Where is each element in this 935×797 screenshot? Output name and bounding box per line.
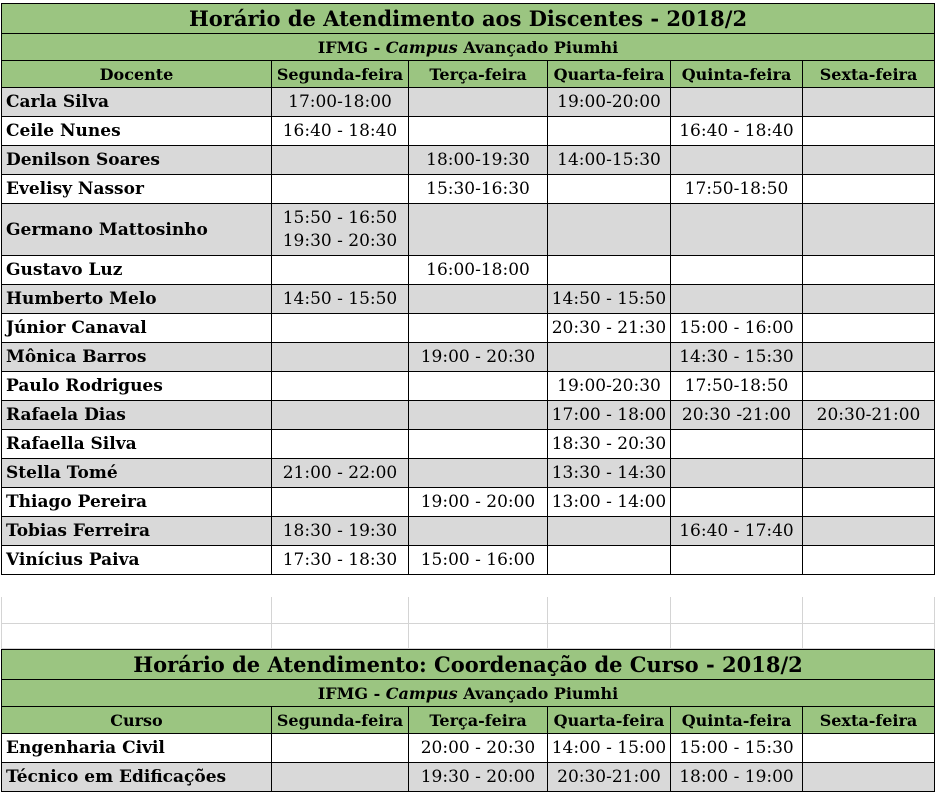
- time-slot-cell: 20:30 -21:00: [671, 401, 803, 430]
- time-slot-cell: [272, 146, 409, 175]
- docentes-header-row: [2, 61, 935, 88]
- row-name-cell: Germano Mattosinho: [2, 204, 272, 256]
- time-slot-cell: 14:00-15:30: [548, 146, 671, 175]
- time-slot-cell: 21:00 - 22:00: [272, 459, 409, 488]
- table-row: [2, 256, 935, 285]
- time-slot-cell: [272, 314, 409, 343]
- time-slot-cell: [409, 372, 548, 401]
- table-row: [2, 146, 935, 175]
- table-row: [2, 734, 935, 763]
- time-slot-cell: 14:00 - 15:00: [548, 734, 671, 763]
- time-slot-cell: [272, 763, 409, 792]
- row-name-cell: Vinícius Paiva: [2, 546, 272, 575]
- time-slot-cell: 15:30-16:30: [409, 175, 548, 204]
- column-header: Terça-feira: [409, 707, 548, 734]
- time-slot-cell: [803, 430, 935, 459]
- column-header: Quarta-feira: [548, 61, 671, 88]
- time-slot-cell: [803, 763, 935, 792]
- time-slot-cell: 18:00-19:30: [409, 146, 548, 175]
- time-slot-cell: [803, 88, 935, 117]
- empty-cell: [671, 597, 803, 624]
- time-slot-cell: [548, 204, 671, 256]
- time-slot-cell: 15:00 - 15:30: [671, 734, 803, 763]
- time-slot-line: 19:30 - 20:30: [282, 230, 398, 251]
- time-slot-cell: [803, 372, 935, 401]
- empty-cell: [548, 624, 671, 649]
- empty-cell: [409, 597, 548, 624]
- time-slot-cell: 18:30 - 20:30: [548, 430, 671, 459]
- column-header: Docente: [2, 61, 272, 88]
- table-row: [2, 459, 935, 488]
- table-row: [2, 488, 935, 517]
- time-slot-cell: [671, 204, 803, 256]
- time-slot-cell: 17:00 - 18:00: [548, 401, 671, 430]
- table-row: [2, 204, 935, 256]
- time-slot-cell: [409, 285, 548, 314]
- docentes-schedule-table: [1, 3, 935, 575]
- coordenacao-table-subtitle: IFMG - Campus Avançado Piumhi: [2, 680, 935, 707]
- time-slot-cell: [548, 343, 671, 372]
- time-slot-cell: [272, 734, 409, 763]
- time-slot-cell: 19:00-20:00: [548, 88, 671, 117]
- table-row: [2, 88, 935, 117]
- row-name-cell: Rafaela Dias: [2, 401, 272, 430]
- time-slot-cell: [272, 256, 409, 285]
- time-slot-cell: [803, 734, 935, 763]
- time-slot-cell: 17:30 - 18:30: [272, 546, 409, 575]
- time-slot-cell: 19:00-20:30: [548, 372, 671, 401]
- time-slot-cell: 16:00-18:00: [409, 256, 548, 285]
- row-name-cell: Ceile Nunes: [2, 117, 272, 146]
- table-row: [2, 285, 935, 314]
- time-slot-cell: [409, 314, 548, 343]
- empty-cell: [272, 624, 409, 649]
- table-row: [2, 517, 935, 546]
- empty-spacer-rows: [1, 597, 935, 649]
- time-slot-cell: [409, 430, 548, 459]
- time-slot-cell: [671, 285, 803, 314]
- time-slot-cell: 18:30 - 19:30: [272, 517, 409, 546]
- time-slot-cell: [803, 256, 935, 285]
- time-slot-cell: [803, 146, 935, 175]
- time-slot-cell: 14:50 - 15:50: [272, 285, 409, 314]
- table-row: [2, 546, 935, 575]
- time-slot-cell: [409, 517, 548, 546]
- table-row: [2, 175, 935, 204]
- time-slot-cell: 14:30 - 15:30: [671, 343, 803, 372]
- time-slot-cell: 16:40 - 17:40: [671, 517, 803, 546]
- time-slot-cell: [671, 430, 803, 459]
- coordenacao-header-row: [2, 707, 935, 734]
- time-slot-cell: 15:00 - 16:00: [671, 314, 803, 343]
- time-slot-cell: [272, 430, 409, 459]
- time-slot-cell: [803, 343, 935, 372]
- time-slot-cell: [548, 546, 671, 575]
- time-slot-cell: 16:40 - 18:40: [272, 117, 409, 146]
- time-slot-cell: 16:40 - 18:40: [671, 117, 803, 146]
- time-slot-cell: [272, 372, 409, 401]
- time-slot-cell: [803, 546, 935, 575]
- time-slot-cell: [548, 517, 671, 546]
- row-name-cell: Paulo Rodrigues: [2, 372, 272, 401]
- table-row: [2, 430, 935, 459]
- time-slot-cell: 20:30 - 21:30: [548, 314, 671, 343]
- time-slot-cell: [803, 517, 935, 546]
- empty-cell: [548, 597, 671, 624]
- empty-cell: [671, 624, 803, 649]
- time-slot-cell: [803, 314, 935, 343]
- row-name-cell: Tobias Ferreira: [2, 517, 272, 546]
- table-row: [2, 117, 935, 146]
- time-slot-cell: [803, 204, 935, 256]
- row-name-cell: Carla Silva: [2, 88, 272, 117]
- time-slot-cell: 17:00-18:00: [272, 88, 409, 117]
- coordenacao-schedule-table: [1, 649, 935, 792]
- docentes-table-subtitle: IFMG - Campus Avançado Piumhi: [2, 34, 935, 61]
- time-slot-cell: [803, 175, 935, 204]
- time-slot-cell: 13:00 - 14:00: [548, 488, 671, 517]
- row-name-cell: Júnior Canaval: [2, 314, 272, 343]
- time-slot-cell: 19:00 - 20:30: [409, 343, 548, 372]
- time-slot-cell: [272, 204, 409, 256]
- time-slot-cell: 20:30-21:00: [803, 401, 935, 430]
- table-row: [2, 314, 935, 343]
- empty-cell: [803, 624, 935, 649]
- time-slot-cell: [671, 546, 803, 575]
- time-slot-cell: [548, 256, 671, 285]
- table-row: [2, 343, 935, 372]
- time-slot-cell: [671, 256, 803, 285]
- time-slot-cell: [409, 117, 548, 146]
- time-slot-cell: [803, 117, 935, 146]
- time-slot-cell: [409, 459, 548, 488]
- column-header: Segunda-feira: [272, 707, 409, 734]
- column-header: Terça-feira: [409, 61, 548, 88]
- column-header: Curso: [2, 707, 272, 734]
- time-slot-cell: [671, 88, 803, 117]
- time-slot-cell: 20:30-21:00: [548, 763, 671, 792]
- time-slot-cell: [409, 401, 548, 430]
- empty-cell: [272, 597, 409, 624]
- time-slot-cell: [671, 459, 803, 488]
- time-slot-cell: 14:50 - 15:50: [548, 285, 671, 314]
- time-slot-cell: 19:00 - 20:00: [409, 488, 548, 517]
- row-name-cell: Denilson Soares: [2, 146, 272, 175]
- time-slot-cell: 17:50-18:50: [671, 175, 803, 204]
- time-slot-cell: [548, 117, 671, 146]
- row-name-cell: Stella Tomé: [2, 459, 272, 488]
- column-header: Quinta-feira: [671, 61, 803, 88]
- row-name-cell: Mônica Barros: [2, 343, 272, 372]
- empty-cell: [803, 597, 935, 624]
- docentes-table-title: Horário de Atendimento aos Discentes - 2018/2: [2, 4, 935, 34]
- coordenacao-table-title: Horário de Atendimento: Coordenação de Curso - 2018/2: [2, 650, 935, 680]
- time-slot-cell: [803, 488, 935, 517]
- time-slot-cell: [548, 175, 671, 204]
- row-name-cell: Técnico em Edificações: [2, 763, 272, 792]
- empty-cell: [2, 624, 272, 649]
- time-slot-cell: [272, 343, 409, 372]
- time-slot-cell: 13:30 - 14:30: [548, 459, 671, 488]
- time-slot-cell: [803, 459, 935, 488]
- time-slot-cell: 17:50-18:50: [671, 372, 803, 401]
- row-name-cell: Gustavo Luz: [2, 256, 272, 285]
- time-slot-cell: [803, 285, 935, 314]
- empty-cell: [2, 597, 272, 624]
- time-slot-cell: [272, 488, 409, 517]
- time-slot-cell: [409, 88, 548, 117]
- table-row: [2, 372, 935, 401]
- table-row: [2, 401, 935, 430]
- row-name-cell: Evelisy Nassor: [2, 175, 272, 204]
- row-name-cell: Thiago Pereira: [2, 488, 272, 517]
- time-slot-cell: [409, 204, 548, 256]
- time-slot-cell: [272, 175, 409, 204]
- table-row: [2, 763, 935, 792]
- empty-cell: [409, 624, 548, 649]
- column-header: Sexta-feira: [803, 61, 935, 88]
- time-slot-cell: [671, 146, 803, 175]
- time-slot-cell: 18:00 - 19:00: [671, 763, 803, 792]
- time-slot-cell: 20:00 - 20:30: [409, 734, 548, 763]
- time-slot-line: 15:50 - 16:50: [282, 207, 398, 228]
- time-slot-cell: [671, 488, 803, 517]
- column-header: Quinta-feira: [671, 707, 803, 734]
- time-slot-cell: [272, 401, 409, 430]
- row-name-cell: Rafaella Silva: [2, 430, 272, 459]
- time-slot-cell: 15:00 - 16:00: [409, 546, 548, 575]
- row-name-cell: Humberto Melo: [2, 285, 272, 314]
- column-header: Segunda-feira: [272, 61, 409, 88]
- column-header: Quarta-feira: [548, 707, 671, 734]
- time-slot-cell: 19:30 - 20:00: [409, 763, 548, 792]
- row-name-cell: Engenharia Civil: [2, 734, 272, 763]
- column-header: Sexta-feira: [803, 707, 935, 734]
